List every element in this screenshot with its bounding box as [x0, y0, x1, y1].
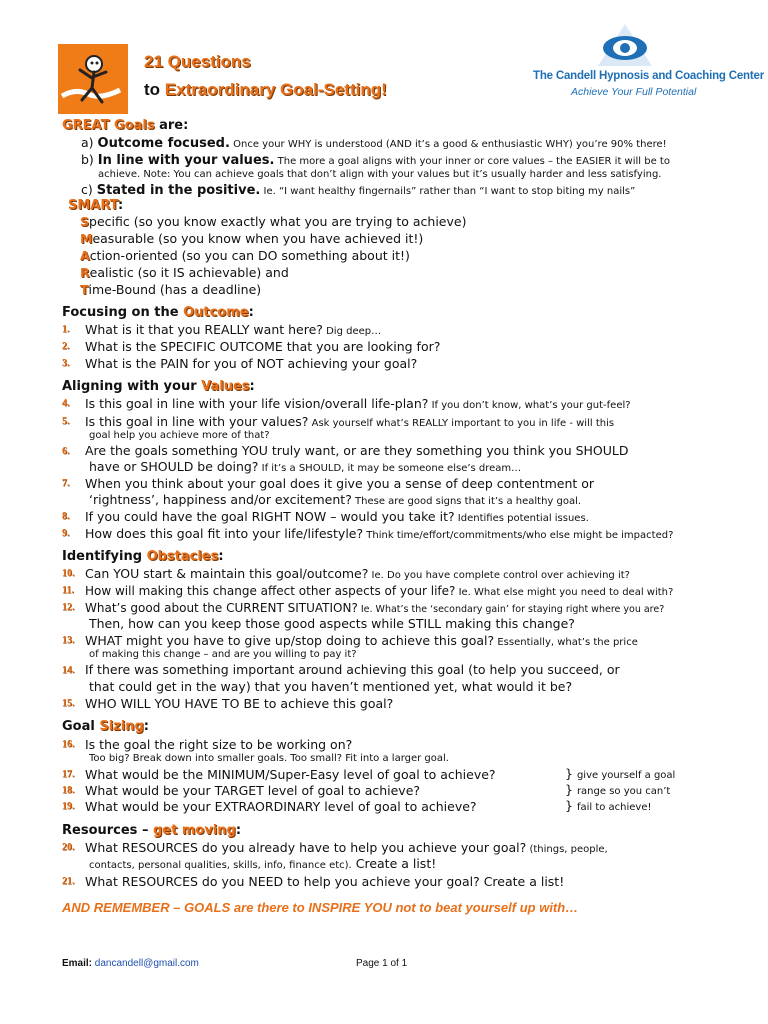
heading-highlight: Outcome: [183, 305, 249, 320]
question-text: Is this goal in line with your life vision/overall life-plan?: [85, 396, 429, 411]
great-heading: [62, 118, 188, 133]
title-line-1: [144, 52, 251, 72]
question-number: 1.: [62, 324, 70, 335]
question-note: Dig deep…: [322, 326, 382, 337]
item-label: c): [81, 182, 93, 197]
question-text: ‘rightness’, happiness and/or excitement?: [89, 492, 352, 507]
question-text: What’s good about the CURRENT SITUATION?: [85, 601, 358, 615]
heading-suffix: :: [143, 719, 149, 734]
question-number: 12.: [62, 602, 75, 613]
heading-suffix: :: [235, 823, 242, 838]
heading-highlight: get moving: [152, 823, 236, 838]
closing-statement: AND REMEMBER – GOALS are there to INSPIRE YOU not to beat yourself up with…: [62, 900, 579, 915]
question-18: What would be your TARGET level of goal to achieve?: [85, 783, 421, 798]
heading-prefix: Resources –: [62, 823, 153, 838]
question-number: 9.: [62, 528, 70, 539]
question-number: 4.: [62, 398, 70, 409]
item-bold: Outcome focused.: [97, 136, 230, 151]
range-note-text: fail to achieve!: [576, 802, 652, 813]
question-number: 14.: [62, 665, 75, 676]
question-6: Are the goals something YOU truly want, or are they something you think you SHOULD: [85, 443, 629, 458]
question-note: Ie. What’s the ‘secondary gain’ for staying right where you are?: [357, 604, 665, 615]
question-14: If there was something important around achieving this goal (to help you succeed, or: [85, 662, 620, 677]
smart-item: [80, 214, 466, 229]
question-note: Think time/effort/commitments/who else might be impacted?: [363, 530, 674, 541]
question-text: have or SHOULD be doing?: [89, 459, 259, 474]
great-item-b-cont: achieve. Note: You can achieve goals that don’t align with your values but it’s usually harder and less satisfying.: [98, 169, 662, 180]
email-label: Email:: [62, 958, 93, 969]
question-text: Is this goal in line with your values?: [85, 414, 309, 429]
great-item-a: [81, 135, 667, 151]
heading-highlight: Sizing: [99, 719, 144, 734]
question-note: Essentially, what’s the price: [494, 637, 638, 648]
range-note-2: [565, 782, 670, 797]
heading-suffix: :: [248, 305, 254, 320]
title-prefix: to: [144, 80, 165, 99]
heading-highlight: Values: [201, 379, 250, 394]
sizing-heading: [62, 719, 149, 734]
question-number: 3.: [62, 358, 70, 369]
question-text: Create a list!: [351, 856, 437, 871]
heading-highlight: Obstacles: [146, 549, 219, 564]
heading-prefix: Aligning with your: [62, 379, 202, 394]
question-13: [85, 633, 638, 648]
question-15: WHO WILL YOU HAVE TO BE to achieve this goal?: [85, 696, 394, 711]
question-number: 16.: [62, 739, 75, 750]
range-note-text: give yourself a goal: [576, 770, 676, 781]
range-note-3: [565, 798, 652, 813]
title-number: 21 Questions: [144, 52, 251, 71]
email-link[interactable]: dancandell@gmail.com: [94, 958, 199, 969]
question-note: Ie. Do you have complete control over achieving it?: [368, 570, 630, 581]
smart-text: pecific (so you know exactly what you are trying to achieve): [89, 214, 467, 229]
smart-letter: R: [80, 265, 90, 280]
question-note: If you don’t know, what’s your gut-feel?: [428, 400, 631, 411]
question-21: What RESOURCES do you NEED to help you achieve your goal? Create a list!: [85, 874, 565, 889]
heading-suffix: :: [218, 549, 224, 564]
question-number: 20.: [62, 842, 75, 853]
question-text: What RESOURCES do you already have to help you achieve your goal?: [85, 840, 527, 855]
smart-letter: S: [80, 214, 90, 229]
great-heading-highlight: GREAT Goals: [62, 118, 155, 133]
values-heading: [62, 379, 255, 394]
range-note-text: range so you can’t: [576, 786, 671, 797]
question-10: [85, 566, 630, 581]
question-note: (things, people,: [526, 844, 608, 855]
item-text: Ie. “I want healthy fingernails” rather than “I want to stop biting my nails”: [260, 186, 636, 197]
question-number: 19.: [62, 801, 75, 812]
question-7: When you think about your goal does it give you a sense of deep contentment or: [85, 476, 595, 491]
page-number: Page 1 of 1: [356, 958, 408, 969]
question-note: These are good signs that it’s a healthy goal.: [351, 496, 582, 507]
question-16: Is the goal the right size to be working on?: [85, 737, 353, 752]
item-label: b): [81, 152, 94, 167]
question-5: [85, 414, 614, 429]
question-14-cont: that could get in the way) that you haven’t mentioned yet, what would it be?: [89, 679, 573, 694]
question-20: [85, 840, 608, 855]
question-5-note-cont: goal help you achieve more of that?: [89, 430, 270, 441]
footer-email: [62, 958, 199, 969]
smart-heading: [68, 198, 123, 213]
question-9: [85, 526, 673, 541]
question-note: Ask yourself what’s REALLY important to you in life - will this: [308, 418, 615, 429]
brand-logo: [530, 22, 720, 112]
outcome-heading: [62, 305, 254, 320]
great-item-c: [81, 182, 635, 198]
range-note-1: [565, 766, 675, 781]
smart-item: [80, 265, 289, 280]
brace-glyph: }: [565, 798, 573, 813]
question-number: 8.: [62, 511, 70, 522]
question-4: [85, 396, 631, 411]
question-note: contacts, personal qualities, skills, info, finance etc).: [89, 860, 352, 871]
smart-heading-text: SMART: [68, 198, 118, 213]
question-8: [85, 509, 589, 524]
brace-glyph: }: [565, 782, 573, 797]
question-2: What is the SPECIFIC OUTCOME that you are looking for?: [85, 339, 441, 354]
question-text: How does this goal fit into your life/lifestyle?: [85, 526, 364, 541]
question-note: If it’s a SHOULD, it may be someone else’s dream…: [258, 463, 522, 474]
smart-letter: M: [80, 231, 93, 246]
brand-tagline: Achieve Your Full Potential: [571, 86, 697, 98]
question-number: 10.: [62, 568, 75, 579]
question-text: How will making this change affect other aspects of your life?: [85, 584, 456, 598]
question-number: 17.: [62, 769, 75, 780]
smart-text: ction-oriented (so you can DO something about it!): [89, 248, 410, 263]
question-20-cont: [89, 856, 436, 871]
smart-text: easurable (so you know when you have achieved it!): [92, 231, 424, 246]
smart-letter: A: [80, 248, 90, 263]
heading-prefix: Focusing on the: [62, 305, 184, 320]
heading-prefix: Identifying: [62, 549, 147, 564]
question-11: [85, 583, 673, 598]
question-number: 5.: [62, 416, 70, 427]
question-3: What is the PAIN for you of NOT achieving your goal?: [85, 356, 418, 371]
question-number: 13.: [62, 635, 75, 646]
question-text: What is it that you REALLY want here?: [85, 322, 323, 337]
item-bold: In line with your values.: [97, 153, 275, 168]
item-text: Once your WHY is understood (AND it’s a good & enthusiastic WHY) you’re 90% there!: [229, 139, 667, 150]
question-number: 15.: [62, 698, 75, 709]
question-text: Can YOU start & maintain this goal/outcome?: [85, 566, 369, 581]
smart-item: [80, 248, 410, 263]
great-item-b: [81, 152, 670, 168]
question-number: 2.: [62, 341, 70, 352]
heading-suffix: :: [249, 379, 255, 394]
smart-heading-colon: :: [117, 198, 124, 213]
smart-letter: T: [80, 282, 89, 297]
question-text: If you could have the goal RIGHT NOW – would you take it?: [85, 509, 455, 524]
question-6-cont: [89, 459, 521, 474]
obstacles-heading: [62, 549, 224, 564]
question-number: 7.: [62, 478, 70, 489]
running-figure-logo: [58, 44, 128, 114]
question-note: Identifies potential issues.: [454, 513, 589, 524]
smart-item: [80, 231, 423, 246]
great-heading-rest: are:: [154, 118, 189, 133]
question-12: [85, 600, 664, 615]
question-13-note-cont: of making this change – and are you willing to pay it?: [89, 649, 357, 660]
smart-text: ime-Bound (has a deadline): [88, 282, 262, 297]
item-label: a): [81, 135, 94, 150]
smart-item: [80, 282, 261, 297]
brand-name: The Candell Hypnosis and Coaching Center: [533, 70, 764, 82]
question-text: WHAT might you have to give up/stop doing to achieve this goal?: [85, 633, 495, 648]
title-line-2: [144, 80, 387, 100]
question-number: 21.: [62, 876, 75, 887]
item-bold: Stated in the positive.: [96, 183, 261, 198]
resources-heading: [62, 823, 241, 838]
question-number: 18.: [62, 785, 75, 796]
question-1: [85, 322, 381, 337]
question-7-cont: [89, 492, 581, 507]
heading-prefix: Goal: [62, 719, 100, 734]
question-number: 6.: [62, 446, 70, 457]
question-17: What would be the MINIMUM/Super-Easy level of goal to achieve?: [85, 767, 496, 782]
item-text: The more a goal aligns with your inner or core values – the EASIER it will be to: [274, 156, 670, 167]
brace-glyph: }: [565, 766, 573, 781]
question-19: What would be your EXTRAORDINARY level of goal to achieve?: [85, 799, 477, 814]
question-note: Ie. What else might you need to deal with?: [455, 587, 674, 598]
question-16-note: Too big? Break down into smaller goals. Too small? Fit into a larger goal.: [89, 753, 449, 764]
smart-text: ealistic (so it IS achievable) and: [89, 265, 289, 280]
title-highlight: Extraordinary Goal-Setting!: [164, 80, 387, 99]
question-number: 11.: [62, 585, 74, 596]
question-12-cont: Then, how can you keep those good aspects while STILL making this change?: [89, 616, 575, 631]
